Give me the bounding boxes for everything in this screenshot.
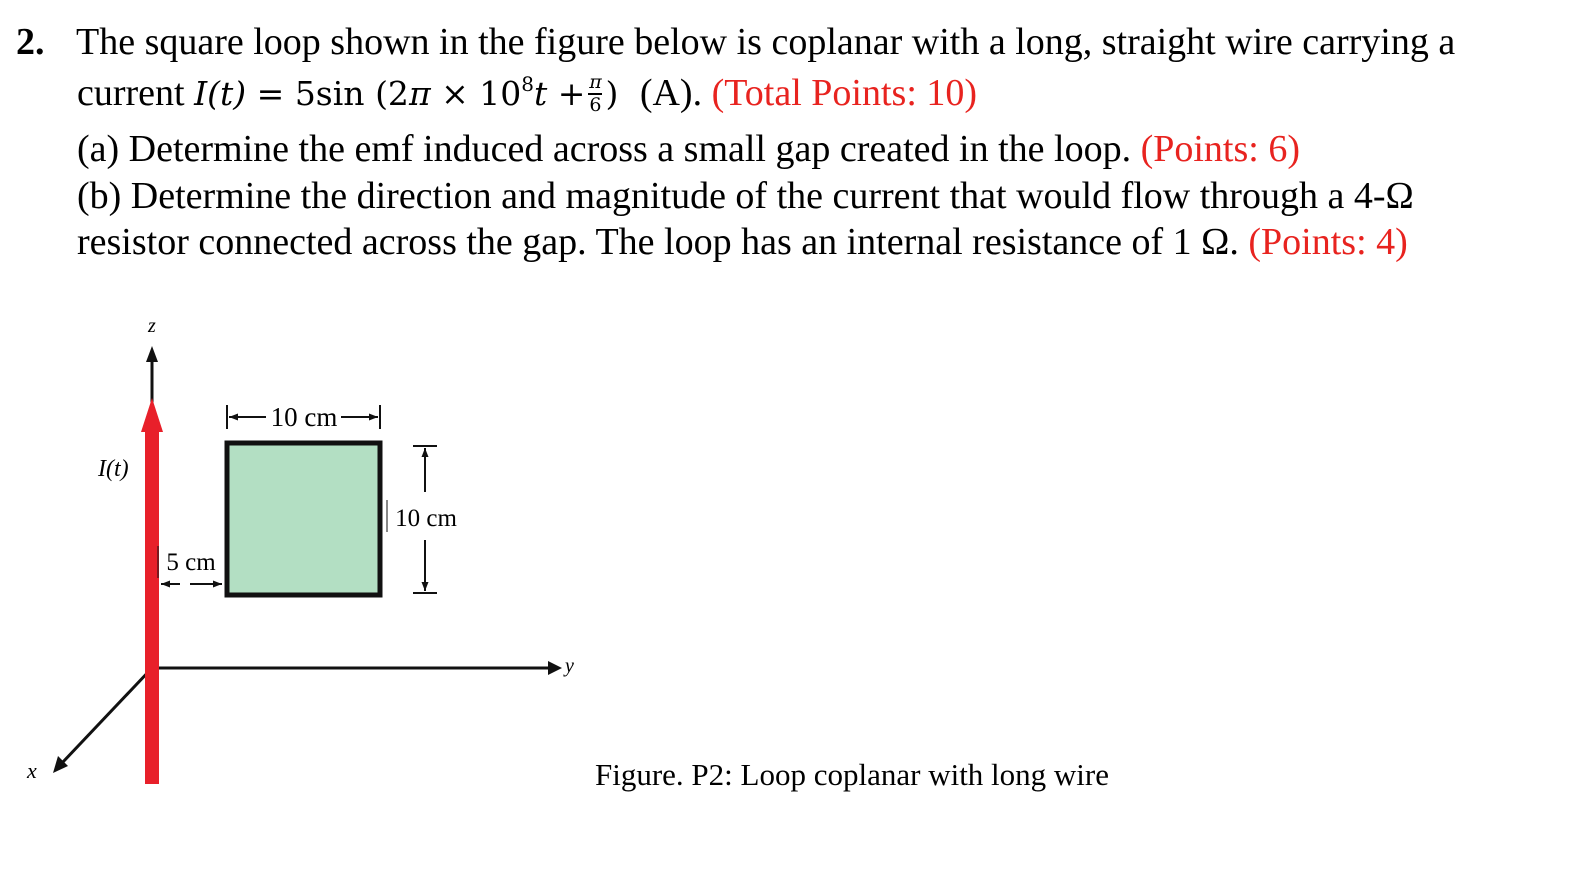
gap-label: 5 cm <box>166 549 216 576</box>
y-axis-label: y <box>565 655 574 677</box>
total-points: (Total Points: 10) <box>711 72 978 114</box>
current-prefix: current <box>77 72 195 114</box>
part-a-text: (a) Determine the emf induced across a small gap created in the loop. <box>77 128 1132 170</box>
part-a-points: (Points: 6) <box>1140 128 1300 170</box>
current-function: I(t) <box>194 74 247 113</box>
part-b-points: (Points: 4) <box>1248 221 1408 263</box>
y-axis-arrowhead <box>548 661 562 675</box>
t-variable: t <box>534 74 548 113</box>
x-axis <box>62 668 152 763</box>
equals-sign: = <box>256 74 285 113</box>
current-arrowhead <box>141 398 163 432</box>
plus-sign: + <box>557 74 586 113</box>
fraction-denominator: 6 <box>589 94 602 116</box>
height-label: 10 cm <box>395 505 457 532</box>
fraction-numerator: π <box>589 71 602 93</box>
problem-number: 2. <box>16 21 45 63</box>
figure-caption: Figure. P2: Loop coplanar with long wire <box>595 757 1109 792</box>
problem-stem-line1: The square loop shown in the figure below is coplanar with a long, straight wire carrying a <box>76 21 1456 63</box>
ten: 10 <box>479 74 522 113</box>
unit-label: (A). <box>639 72 703 114</box>
square-loop <box>227 443 380 595</box>
width-label: 10 cm <box>270 402 338 432</box>
z-axis-arrowhead <box>146 346 158 362</box>
pi-symbol: π <box>408 74 431 113</box>
z-axis-label: z <box>148 315 156 337</box>
part-b-text-2: resistor connected across the gap. The loop has an internal resistance of 1 Ω. <box>77 221 1239 263</box>
paren-close: ) <box>605 74 619 113</box>
paren-open: (2 <box>375 74 409 113</box>
current-wire <box>145 430 159 784</box>
part-b-text-1: (b) Determine the direction and magnitude of the current that would flow through a 4-Ω <box>77 175 1414 217</box>
current-label: I(t) <box>98 456 129 482</box>
exponent: 8 <box>521 72 535 96</box>
x-axis-label: x <box>27 758 37 783</box>
times-sign: × <box>441 74 469 113</box>
amplitude-sin: 5sin <box>294 74 365 113</box>
